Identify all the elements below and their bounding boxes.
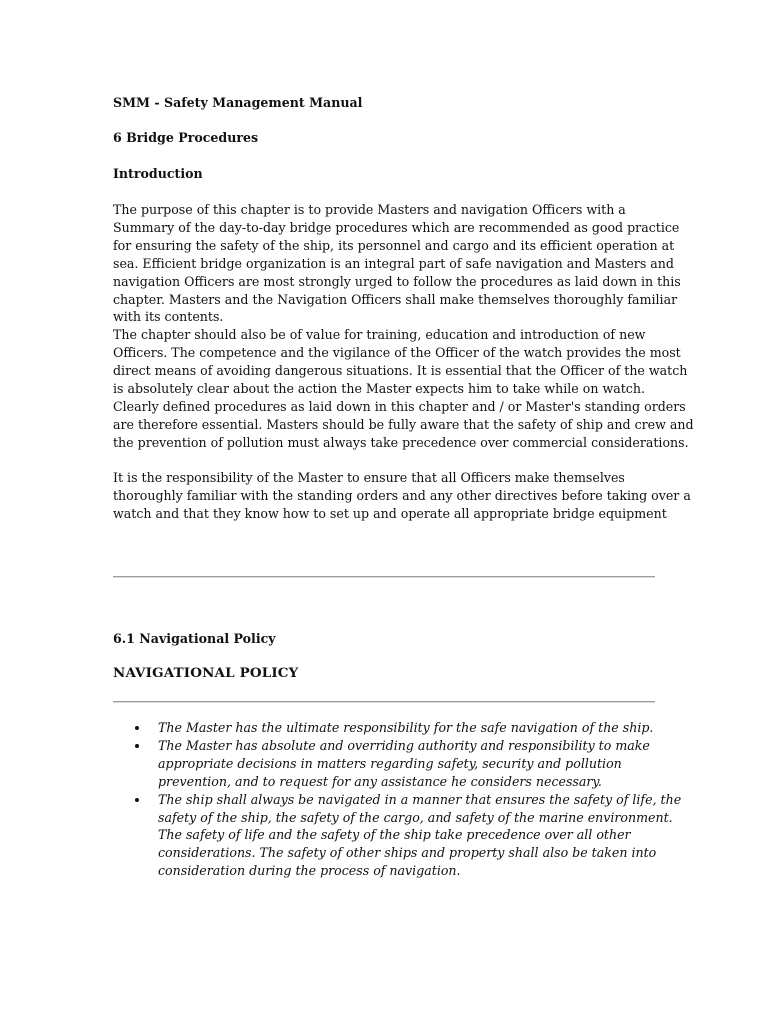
text-line: navigation Officers are most strongly urged to follow the procedures as laid down in this: [113, 273, 681, 289]
section-heading: 6.1 Navigational Policy: [113, 631, 276, 646]
bullet-icon: [135, 726, 139, 730]
text-line: consideration during the process of navigation.: [158, 863, 461, 879]
list-item: [135, 737, 681, 791]
introduction-paragraph: [113, 201, 694, 452]
text-line: is absolutely clear about the action the Master expects him to take while on watch.: [113, 381, 645, 397]
text-line: direct means of avoiding dangerous situations. It is essential that the Officer of the watch: [113, 363, 688, 379]
text-line: It is the responsibility of the Master to ensure that all Officers make themselves: [113, 470, 625, 485]
list-item: [135, 719, 681, 737]
text-line: The purpose of this chapter is to provide Masters and navigation Officers with a: [113, 202, 626, 217]
text-line: The ship shall always be navigated in a manner that ensures the safety of life, the: [158, 791, 682, 807]
text-line: Officers. The competence and the vigilance of the Officer of the watch provides the most: [113, 345, 681, 361]
text-line: prevention, and to request for any assistance he considers necessary.: [158, 773, 602, 789]
text-line: watch and that they know how to set up and operate all appropriate bridge equipment: [113, 505, 667, 521]
text-line: with its contents.: [113, 309, 224, 325]
introduction-heading: Introduction: [113, 166, 203, 181]
text-line: considerations. The safety of other ships and property shall also be taken into: [158, 845, 657, 861]
text-line: for ensuring the safety of the ship, its personnel and cargo and its efficient operation at: [113, 237, 675, 253]
text-line: safety of the ship, the safety of the cargo, and safety of the marine environment.: [158, 809, 673, 825]
text-line: The Master has the ultimate responsibility for the safe navigation of the ship.: [158, 720, 654, 735]
text-line: thoroughly familiar with the standing orders and any other directives before taking over a: [113, 487, 691, 503]
document-title: SMM - Safety Management Manual: [113, 95, 363, 110]
bullet-icon: [135, 744, 139, 748]
policy-bullet-list: [135, 719, 681, 880]
horizontal-divider: [113, 576, 655, 578]
list-item: [135, 791, 681, 881]
text-line: Clearly defined procedures as laid down in this chapter and / or Master's standing orders: [113, 398, 686, 414]
horizontal-divider: [113, 701, 655, 703]
bullet-icon: [135, 798, 139, 802]
text-line: sea. Efficient bridge organization is an integral part of safe navigation and Masters and: [113, 255, 674, 271]
text-line: appropriate decisions in matters regarding safety, security and pollution: [158, 755, 622, 771]
responsibility-paragraph: [113, 469, 691, 523]
text-line: The safety of life and the safety of the ship take precedence over all other: [158, 827, 631, 843]
text-line: the prevention of pollution must always take precedence over commercial considerations.: [113, 434, 689, 450]
policy-heading: NAVIGATIONAL POLICY: [113, 665, 299, 681]
text-line: are therefore essential. Masters should be fully aware that the safety of ship and crew and: [113, 416, 694, 432]
text-line: Summary of the day-to-day bridge procedures which are recommended as good practice: [113, 219, 680, 235]
text-line: The Master has absolute and overriding authority and responsibility to make: [158, 737, 650, 753]
chapter-heading: 6 Bridge Procedures: [113, 130, 259, 145]
text-line: The chapter should also be of value for training, education and introduction of new: [113, 327, 646, 343]
text-line: chapter. Masters and the Navigation Officers shall make themselves thoroughly familiar: [113, 291, 678, 307]
